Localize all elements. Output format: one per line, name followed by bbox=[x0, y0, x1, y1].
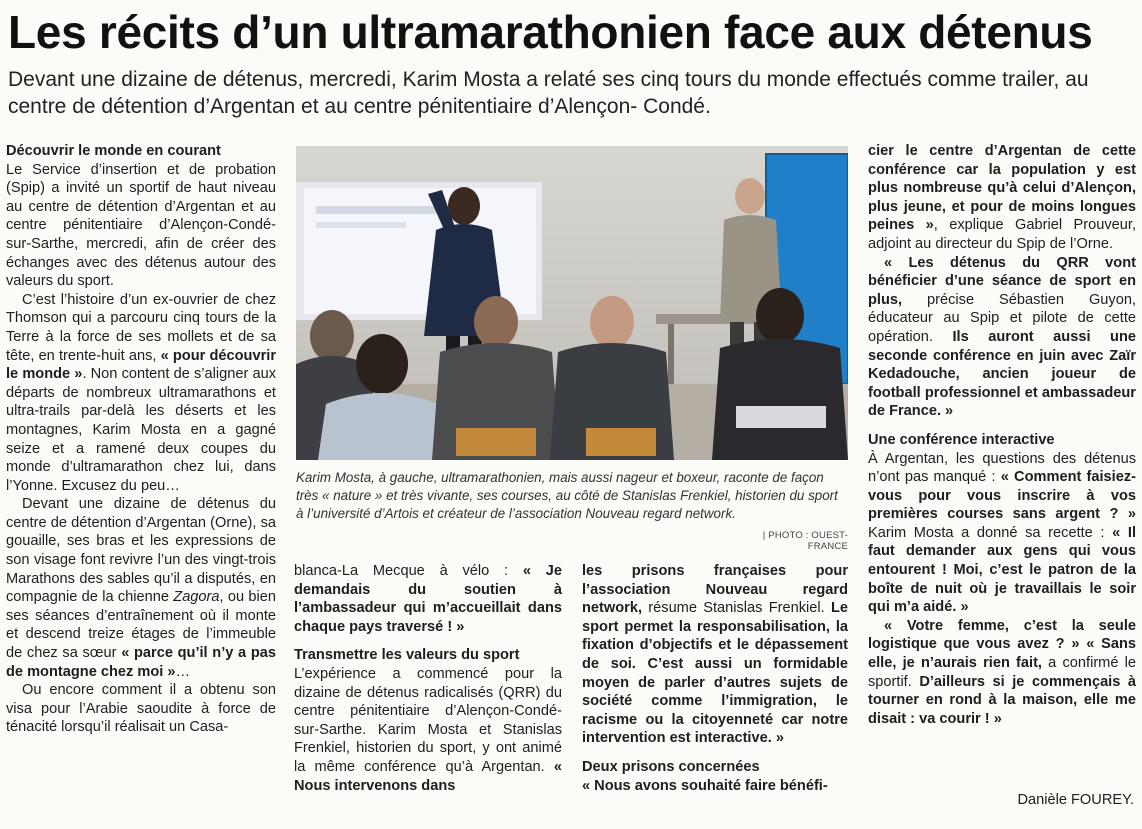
paragraph-detainees bbox=[6, 495, 276, 681]
paragraph-argentan bbox=[868, 142, 1136, 254]
paragraph-qrr bbox=[868, 254, 1136, 421]
standfirst: Devant une dizaine de détenus, mercredi, Karim Mosta a relaté ses cinq tours du monde effectués comme trailer, au centre de détention d’Argentan et au centre pénitentiaire d’Alençon- Condé. bbox=[8, 68, 1089, 118]
paragraph-visa: Ou encore comment il a obtenu son visa pour l’Arabie saoudite à force de ténacité lorsqu’il réalisait un Casa- bbox=[6, 682, 276, 736]
subheading-discover: Découvrir le monde en courant bbox=[6, 143, 221, 159]
quote-run: « Il faut demander aux gens qui vous entourent ! Moi, c’est le patron de la boîte de nuit où je travaillais le soir qui m’a aidé. » bbox=[868, 524, 1137, 616]
paragraph-wife bbox=[868, 617, 1136, 729]
quote-run: Le sport permet la responsabilisation, la fixation d’objectifs et le dépassement de soi. C’est aussi un formidable moyen de parler d’autres sujets de société comme l’immigration, le racisme ou la citoyenneté car notre intervention est interactive. » bbox=[582, 600, 848, 747]
text-run: C’est l’histoire d’un ex-ouvrier de chez Thomson qui a parcouru cinq tours de la Terre à la force de ses mollets et de sa tête, en trente-huit ans, bbox=[6, 291, 276, 364]
quote-run: D’ailleurs si je commençais à tourner en rond à la maison, elle me disait : va courir ! » bbox=[868, 673, 1136, 727]
text-run: , ou bien ses séances d’entraînement où il monte et descend treize étages de l’immeuble de chez sa sœur bbox=[6, 589, 276, 662]
subheading-two-prisons: Deux prisons concernées bbox=[582, 758, 760, 775]
headline: Les récits d’un ultramarathonien face aux détenus bbox=[8, 6, 1093, 58]
column-1 bbox=[6, 142, 276, 737]
text-run: Karim Mosta a donné sa recette : bbox=[868, 524, 1113, 541]
quote-run: cier le centre d’Argentan de cette conférence car la population y est plus nombreuse qu’à celui d’Alençon, plus jeune, et pour de moins longues peines » bbox=[868, 143, 1136, 234]
subheading-interactive: Une conférence interactive bbox=[868, 431, 1055, 448]
quote-run: « Nous intervenons dans bbox=[294, 758, 562, 794]
column-3 bbox=[582, 562, 848, 795]
photo-caption: Karim Mosta, à gauche, ultramarathonien, mais aussi nageur et boxeur, raconte de façon très « nature » et très vivante, ses courses, au côté de Stanislas Frenkiel, historien du sport à l’université d’Artois et créateur de l’association Nouveau regard network. bbox=[296, 470, 838, 521]
text-run: blanca-La Mecque à vélo : bbox=[294, 563, 523, 579]
text-run: . Non content de s’aligner aux départs de nombreux ultramarathons et ultra-trails par-delà les déserts et les montagnes, Karim Mosta en a gagné seize et a ramené deux coupes du monde d’ultramarathon chez lui, dans l’Yonne. Excusez du peu… bbox=[6, 366, 276, 494]
paragraph-thomson bbox=[6, 291, 276, 496]
column-4 bbox=[868, 142, 1136, 728]
paragraph-experience bbox=[294, 665, 562, 795]
text-run: résume Stanislas Frenkiel. bbox=[642, 600, 831, 617]
paragraph-souhaite bbox=[582, 777, 848, 796]
quote-run: « Je demandais du soutien à l’ambassadeur qui m’accueillait dans chaque pays traversé ! » bbox=[294, 563, 563, 635]
dog-name: Zagora bbox=[173, 589, 220, 606]
text-run: a confirmé le sportif. bbox=[868, 655, 1136, 690]
quote-run: « parce qu’il n’y a pas de montagne chez moi » bbox=[6, 645, 276, 680]
quote-run: Ils auront aussi une seconde conférence en juin avec Zaïr Kedadouche, ancien joueur de football professionnel et ambassadeur de France. » bbox=[868, 328, 1136, 420]
article-photo bbox=[296, 146, 848, 460]
column-2 bbox=[294, 562, 562, 795]
paragraph-prisons bbox=[582, 562, 848, 748]
author-signature: Danièle FOUREY. bbox=[1017, 792, 1134, 808]
text-run: À Argentan, les questions des détenus n’ont pas manqué : bbox=[868, 450, 1136, 486]
photo-credit: | PHOTO : OUEST-FRANCE bbox=[762, 530, 848, 552]
quote-run: « Les détenus du QRR vont bénéficier d’une séance de sport en plus, bbox=[868, 254, 1136, 308]
text-run: précise Sébastien Guyon, éducateur au Spip et pilote de cette opération. bbox=[868, 291, 1136, 345]
quote-run: « Nous avons souhaité faire bénéfi- bbox=[582, 777, 828, 794]
text-run: Devant une dizaine de détenus du centre de détention d’Argentan (Orne), sa gouaille, ses bras et les expressions de son visage font revivre l’un des vingt-trois Marathons des sables qu’il a disputés, en compagnie de la chienne bbox=[6, 496, 276, 606]
paragraph-casablanca bbox=[294, 562, 562, 636]
quote-run: les prisons françaises pour l’association Nouveau regard network, bbox=[582, 563, 848, 617]
text-run: … bbox=[175, 663, 191, 680]
photo-illustration bbox=[296, 146, 848, 460]
subheading-values: Transmettre les valeurs du sport bbox=[294, 647, 520, 664]
paragraph-questions bbox=[868, 450, 1136, 617]
quote-run: « Sans elle, je n’aurais rien fait, bbox=[868, 636, 1137, 672]
text-run: , explique Gabriel Prouveur, adjoint au directeur du Spip de l’Orne. bbox=[868, 217, 1136, 252]
text-run: L’expérience a commencé pour la dizaine de détenus radicalisés (QRR) du centre pénitentiaire d’Alençon-Condé-sur-Sarthe. Karim Mosta et Stanislas Frenkiel, historien du sport, y ont animé la même conférence qu’à Argentan. bbox=[294, 665, 562, 775]
paragraph-spip: Le Service d’insertion et de probation (Spip) a invité un sportif de haut niveau au centre de détention d’Argentan et au centre pénitentiaire d’Alençon-Condé-sur-Sarthe, mercredi, afin de créer des échanges avec des détenus autour des valeurs du sport. bbox=[6, 161, 276, 290]
quote-run: « pour découvrir le monde » bbox=[6, 347, 276, 383]
quote-run: « Votre femme, c’est la seule logistique que vous avez ? » bbox=[868, 617, 1136, 653]
quote-run: « Comment faisiez-vous pour vous inscrire à vos premières courses sans argent ? » bbox=[868, 469, 1137, 523]
